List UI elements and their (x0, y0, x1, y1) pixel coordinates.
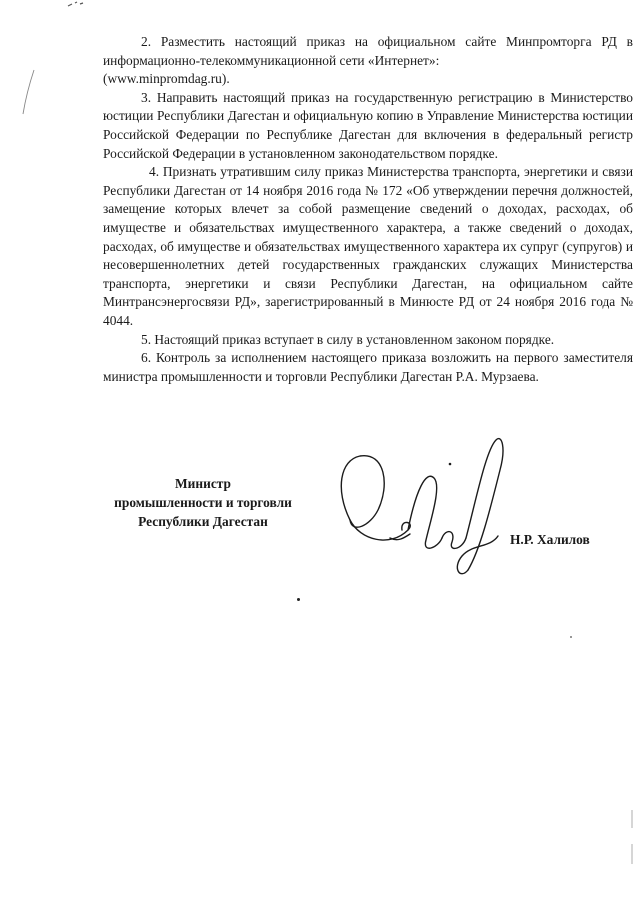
scan-artifact-right (628, 808, 636, 868)
signatory-title-line-2: промышленности и торговли (114, 495, 292, 510)
paragraph-6: 6. Контроль за исполнением настоящего приказа возложить на первого заместителя министра промышленности и торговли Республики Дагестан Р.А. Мурзаева. (103, 350, 633, 384)
signatory-title-line-1: Министр (175, 476, 231, 491)
paragraph-5: 5. Настоящий приказ вступает в силу в установленном законом порядке. (141, 331, 555, 347)
paragraph-4: 4. Признать утратившим силу приказ Министерства транспорта, энергетики и связи Республики Дагестан от 14 ноября 2016 года № 172 «Об утверждении перечня должностей, замещение которых влечет за собой размещение сведений о доходах, расходах, об имуществе и обязательствах имущественного характера, а также сведений о доходах, расходах, об имуществе и обязательствах имущественного характера их супруг (супругов) и несовершеннолетних детей государственных гражданских служащих Министерства транспорта, энергетики и связи Республики Дагестан, на официальном сайте Минтрансэнергосвязи РД», зарегистрированный в Минюсте РД от 24 ноября 2016 года № 4044. (103, 164, 633, 328)
scan-speck (570, 636, 572, 638)
scan-artifact-left (20, 68, 40, 118)
body-text (103, 33, 633, 386)
paragraph-2-text: 2. Разместить настоящий приказ на официальном сайте Минпромторга РД в информационно-телекоммуникационной сети «Интернет»: (103, 34, 633, 68)
website-url: (www.minpromdag.ru). (103, 71, 230, 87)
scan-speck (297, 598, 300, 601)
signatory-title-line-3: Республики Дагестан (138, 514, 268, 529)
scan-artifact-top (66, 0, 86, 10)
signatory-title (103, 474, 303, 531)
signatory-name: Н.Р. Халилов (510, 532, 590, 547)
paragraph-3: 3. Направить настоящий приказ на государственную регистрацию в Министерство юстиции Республики Дагестан и официальную копию в Управление Министерства юстиции Российской Федерации по Республике Дагестан для включения в федеральный регистр Российской Федерации в установленном законодательством порядке. (103, 89, 633, 161)
paragraph-2 (103, 33, 633, 89)
handwritten-signature (330, 430, 520, 590)
